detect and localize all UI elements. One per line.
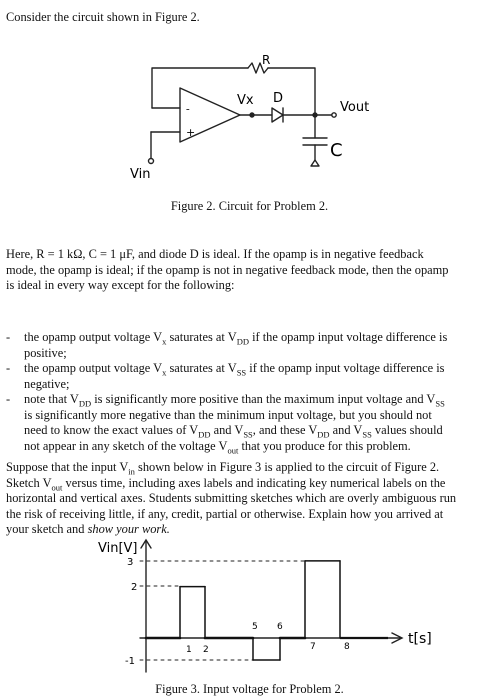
circuit-diagram [0, 30, 499, 190]
vout-terminal [332, 113, 336, 117]
xtick-6: 6 [277, 622, 283, 632]
label-minus: - [186, 103, 190, 115]
xtick-7: 7 [310, 642, 316, 652]
ytick-2: 2 [131, 582, 138, 593]
task-paragraph [6, 460, 494, 538]
xtick-5: 5 [252, 622, 258, 632]
y-axis-label: Vin[V] [98, 541, 138, 556]
xtick-8: 8 [344, 642, 350, 652]
xtick-2: 2 [203, 645, 209, 655]
vin-terminal [149, 159, 154, 164]
figure-2-caption: Figure 2. Circuit for Problem 2. [170, 199, 329, 213]
label-d: D [273, 91, 284, 106]
intro-text: Consider the circuit shown in Figure 2. [6, 10, 200, 24]
conditions-list [6, 330, 492, 454]
label-r: R [262, 53, 271, 67]
diode-triangle [272, 108, 283, 122]
task-line-4: the risk of receiving little, if any, credit, partial or otherwise. Explain how you arrived at [6, 506, 444, 521]
ytick-minus1: -1 [125, 656, 135, 667]
label-plus: + [186, 126, 196, 139]
feedback-wire-left [152, 68, 248, 108]
given-paragraph [6, 247, 494, 294]
given-line-2: mode, the opamp is ideal; if the opamp is not in negative feedback mode, then the opamp [6, 262, 449, 277]
given-line-1: Here, R = 1 kΩ, C = 1 μF, and diode D is ideal. If the opamp is in negative feedback [6, 247, 424, 261]
label-c: C [330, 140, 343, 161]
task-line-2: Sketch $V_{out}$ versus time, including axes labels and indicating key numerical labels on the [6, 475, 446, 492]
list-item: - the opamp output voltage $V_x$ saturates at $V_{SS}$ if the opamp input voltage difference is negative; [6, 361, 445, 391]
ground-icon [311, 160, 319, 166]
ytick-3: 3 [127, 557, 134, 568]
xtick-1: 1 [186, 645, 192, 655]
label-vx: Vx [237, 93, 254, 108]
vin-plot [0, 530, 499, 680]
given-line-3: is ideal in every way except for the following: [6, 278, 235, 292]
task-line-1: Suppose that the input $V_{in}$ shown below in Figure 3 is applied to the circuit of Figure 2. [6, 460, 440, 477]
list-item: - note that $V_{DD}$ is significantly more positive than the maximum input voltage and $V_{SS}$ is significantly more negative than the minimum input voltage, but you should not need to know the exact values of $V_{DD}$ and $V_{SS}$, and these $V_{DD}$ and $V_{SS}$ values should not appear in any sketch of the voltage $V_{out}$ that you produce for this problem. [6, 392, 445, 455]
figure-3-caption: Figure 3. Input voltage for Problem 2. [155, 682, 344, 696]
task-line-3: horizontal and vertical axes. Students submitting sketches which are overly ambiguous run [6, 491, 457, 505]
label-vin: Vin [130, 167, 151, 182]
x-axis-label: t[s] [408, 631, 432, 647]
list-item: - the opamp output voltage $V_x$ saturates at $V_{DD}$ if the opamp input voltage difference is positive; [6, 330, 448, 360]
task-line-5: your sketch and show your work. [6, 522, 170, 536]
label-vout: Vout [340, 100, 370, 115]
